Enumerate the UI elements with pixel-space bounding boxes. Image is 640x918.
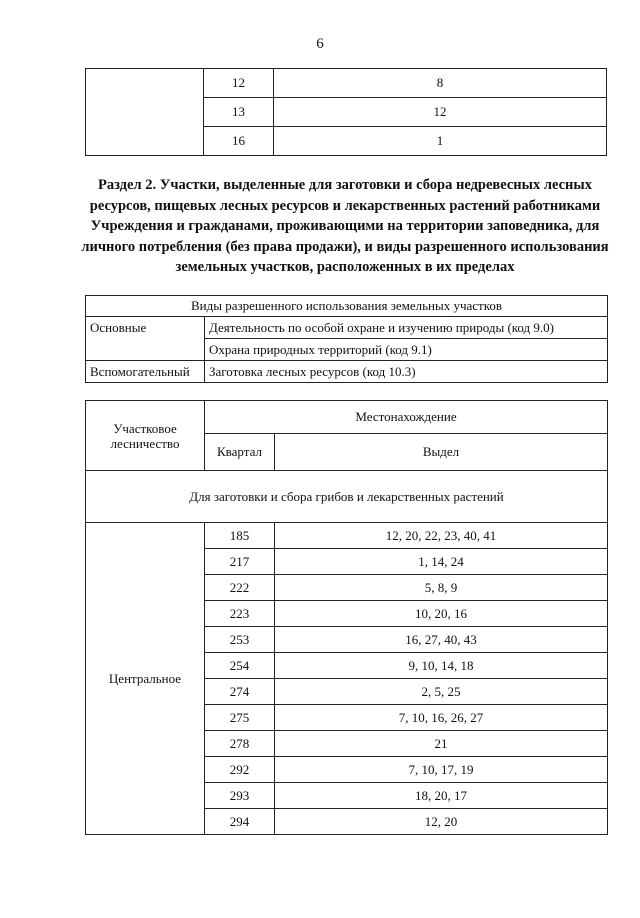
- vydel-cell: 5, 8, 9: [275, 575, 608, 601]
- table-row: [86, 296, 608, 317]
- vydel-cell: 1: [274, 127, 607, 156]
- kvartal-cell: 294: [205, 809, 275, 835]
- forestry-name-cell: Центральное: [86, 523, 205, 835]
- vydel-cell: 9, 10, 14, 18: [275, 653, 608, 679]
- kvartal-cell: 223: [205, 601, 275, 627]
- table-row: [86, 401, 608, 434]
- kvartal-cell: 275: [205, 705, 275, 731]
- vydel-cell: 16, 27, 40, 43: [275, 627, 608, 653]
- table-row: [86, 361, 608, 383]
- kvartal-cell: 217: [205, 549, 275, 575]
- kvartal-cell: 292: [205, 757, 275, 783]
- kvartal-cell: 16: [204, 127, 274, 156]
- vydel-cell: 12: [274, 98, 607, 127]
- kvartal-cell: 13: [204, 98, 274, 127]
- kvartal-cell: 254: [205, 653, 275, 679]
- table-row: [86, 523, 608, 549]
- kvartal-cell: 185: [205, 523, 275, 549]
- kvartal-cell: 222: [205, 575, 275, 601]
- kvartal-cell: 253: [205, 627, 275, 653]
- uses-header: Виды разрешенного использования земельных участков: [86, 296, 608, 317]
- vydel-cell: 18, 20, 17: [275, 783, 608, 809]
- main-use-item: Деятельность по особой охране и изучению природы (код 9.0): [205, 317, 608, 339]
- top-table: [85, 68, 607, 156]
- vydel-cell: 12, 20: [275, 809, 608, 835]
- group-title: Для заготовки и сбора грибов и лекарственных растений: [86, 471, 608, 523]
- kvartal-cell: 274: [205, 679, 275, 705]
- vydel-cell: 21: [275, 731, 608, 757]
- location-column-header: Местонахождение: [205, 401, 608, 434]
- aux-use-item: Заготовка лесных ресурсов (код 10.3): [205, 361, 608, 383]
- kvartal-column-header: Квартал: [205, 434, 275, 471]
- empty-forestry-cell: [86, 69, 204, 156]
- vydel-cell: 8: [274, 69, 607, 98]
- table-row: [86, 317, 608, 339]
- vydel-cell: 1, 14, 24: [275, 549, 608, 575]
- vydel-cell: 7, 10, 17, 19: [275, 757, 608, 783]
- vydel-column-header: Выдел: [275, 434, 608, 471]
- table-row: [86, 69, 607, 98]
- vydel-cell: 12, 20, 22, 23, 40, 41: [275, 523, 608, 549]
- kvartal-cell: 278: [205, 731, 275, 757]
- location-table: [85, 400, 608, 835]
- main-use-item: Охрана природных территорий (код 9.1): [205, 339, 608, 361]
- aux-uses-label: Вспомогательный: [86, 361, 205, 383]
- kvartal-cell: 12: [204, 69, 274, 98]
- table-row: [86, 471, 608, 523]
- kvartal-cell: 293: [205, 783, 275, 809]
- permitted-use-table: [85, 295, 608, 383]
- main-uses-label: Основные: [86, 317, 205, 361]
- vydel-cell: 7, 10, 16, 26, 27: [275, 705, 608, 731]
- vydel-cell: 10, 20, 16: [275, 601, 608, 627]
- forestry-column-header: Участковое лесничество: [86, 401, 205, 471]
- location-rows: [86, 523, 608, 835]
- page-number: 6: [316, 36, 324, 52]
- section-title: Раздел 2. Участки, выделенные для заготовки и сбора недревесных лесных ресурсов, пищевых лесных ресурсов и лекарственных растений работниками Учреждения и гражданами, проживающими на территории заповедника, для личного потребления (без права продажи), и виды разрешенного использования земельных участков, расположенных в их пределах: [81, 177, 609, 275]
- vydel-cell: 2, 5, 25: [275, 679, 608, 705]
- top-table-body: [86, 69, 607, 156]
